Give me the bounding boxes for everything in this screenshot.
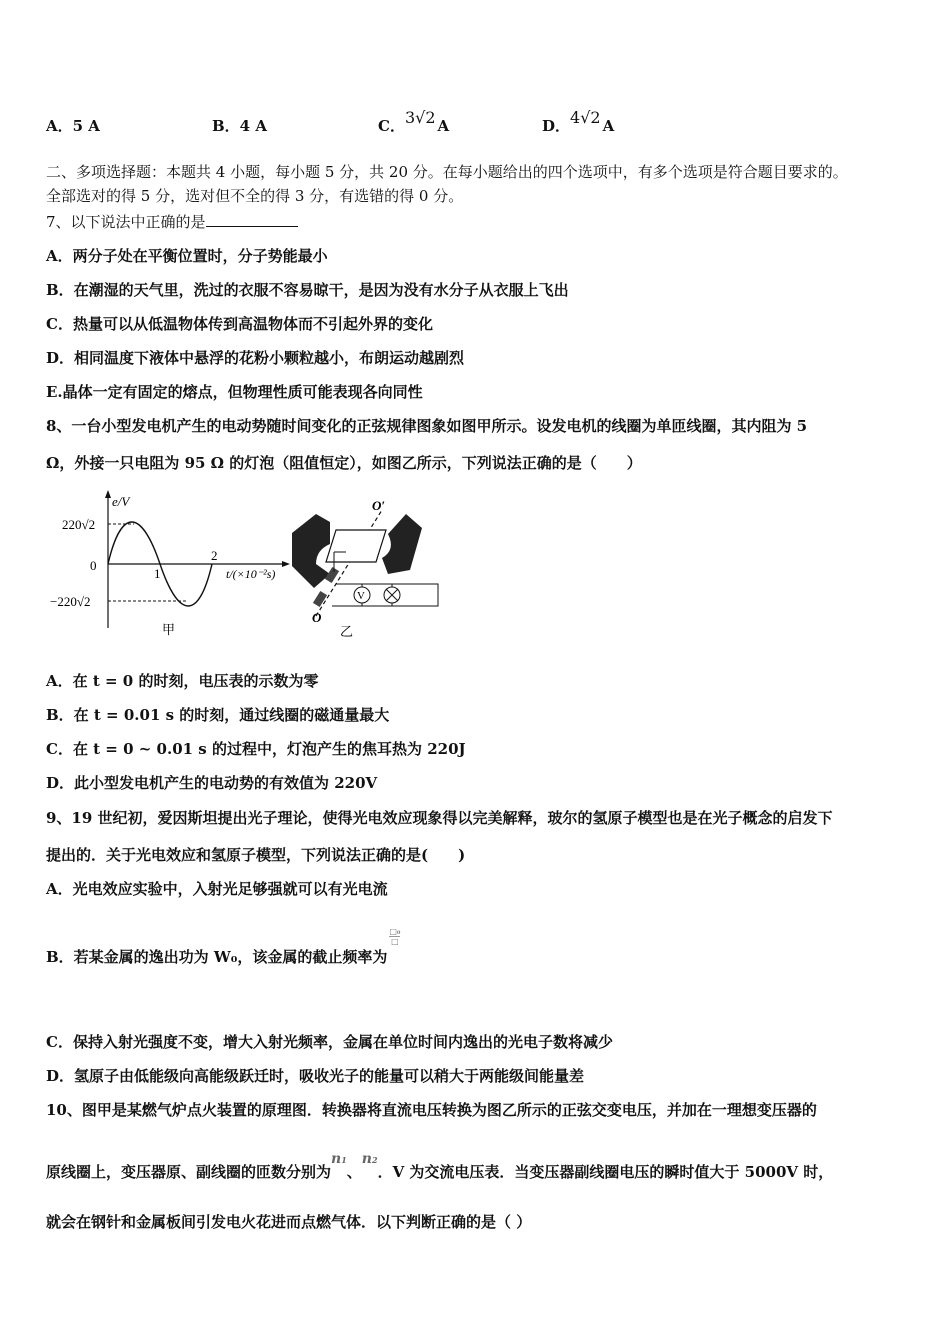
- section2-heading-line1: 二、多项选择题：本题共 4 小题，每小题 5 分，共 20 分。在每小题给出的四个选项中，有多个选项是符合题目要求的。: [46, 163, 848, 181]
- q9-option-a: A．光电效应实验中，入射光足够强就可以有光电流: [46, 880, 388, 898]
- q6-option-d: D．4√2 A: [542, 108, 615, 135]
- q6-option-a: A．5 A: [46, 117, 100, 135]
- y-min-label: −220√2: [50, 594, 91, 609]
- slip-ring-lower: [313, 591, 327, 607]
- q7-stem: 7、以下说法中正确的是: [46, 212, 298, 232]
- q9-option-d: D．氢原子由低能级向高能级跃迁时，吸收光子的能量可以稍大于两能级间能量差: [46, 1067, 585, 1085]
- tick-1-label: 1: [154, 566, 161, 581]
- q10-stem-line2: 原线圈上，变压器原、副线圈的匝数分别为n1、n2．V 为交流电压表．当变压器副线圈电压的瞬时值大于 5000V 时，: [46, 1151, 834, 1181]
- q8-option-d: D．此小型发电机产生的电动势的有效值为 220V: [46, 774, 378, 792]
- q9-stem-line1: 9、19 世纪初，爱因斯坦提出光子理论，使得光电效应现象得以完美解释，玻尔的氢原子模型也是在光子概念的启发下: [46, 809, 833, 827]
- q8-stem-line2: Ω，外接一只电阻为 95 Ω 的灯泡（阻值恒定），如图乙所示，下列说法正确的是（ ）: [46, 454, 642, 472]
- q8-figure: [46, 488, 456, 638]
- q9-stem-line2: 提出的．关于光电效应和氢原子模型，下列说法正确的是( ): [46, 846, 466, 864]
- n2-symbol: n2: [361, 1151, 378, 1167]
- x-axis-arrow: [282, 561, 290, 567]
- q10-stem-line1: 10、图甲是某燃气炉点火装置的原理图．转换器将直流电压转换为图乙所示的正弦交变电压，并加在一理想变压器的: [46, 1101, 817, 1119]
- magnet-right: [382, 514, 422, 574]
- x-axis-label: t/(×10⁻²s): [226, 567, 276, 581]
- q9-option-b: B．若某金属的逸出功为 W₀，该金属的截止频率为 $\frac{\text{□₀}}{□}$: [46, 926, 401, 966]
- q9-option-c: C．保持入射光强度不变，增大入射光频率，金属在单位时间内逸出的光电子数将减少: [46, 1033, 613, 1051]
- q8-option-a: A．在 t = 0 的时刻，电压表的示数为零: [46, 672, 319, 690]
- magnet-left: [292, 514, 330, 588]
- q7-option-c: C．热量可以从低温物体传到高温物体而不引起外界的变化: [46, 315, 433, 333]
- q7-option-d: D．相同温度下液体中悬浮的花粉小颗粒越小，布朗运动越剧烈: [46, 349, 465, 367]
- q10-stem-line3: 就会在钢针和金属板间引发电火花进而点燃气体．以下判断正确的是（ ）: [46, 1213, 532, 1231]
- y-axis-label: e/V: [112, 494, 130, 509]
- q6-option-c: C．3√2 A: [378, 108, 450, 135]
- section2-heading-line2: 全部选对的得 5 分，选对但不全的得 3 分，有选错的得 0 分。: [46, 187, 464, 205]
- label-o-prime: O′: [372, 498, 386, 513]
- answer-blank: [206, 212, 298, 227]
- caption-jia: 甲: [162, 623, 176, 638]
- n1-symbol: n1: [331, 1151, 347, 1167]
- y-axis-arrow: [105, 490, 111, 498]
- q8-option-b: B．在 t = 0.01 s 的时刻，通过线圈的磁通量最大: [46, 706, 390, 724]
- tick-2-label: 2: [211, 548, 218, 563]
- generator-diagram: [292, 498, 438, 638]
- voltmeter-label: V: [357, 590, 365, 602]
- q6-option-b: B．4 A: [212, 117, 267, 135]
- cutoff-frequency-fraction: $\frac{\text{□₀}}{□}$: [389, 926, 401, 946]
- q7-option-b: B．在潮湿的天气里，洗过的衣服不容易晾干，是因为没有水分子从衣服上飞出: [46, 281, 569, 299]
- q7-option-e: E.晶体一定有固定的熔点，但物理性质可能表现各向同性: [46, 383, 423, 401]
- q7-option-a: A．两分子处在平衡位置时，分子势能最小: [46, 247, 328, 265]
- q8-option-c: C．在 t = 0 ~ 0.01 s 的过程中，灯泡产生的焦耳热为 220J: [46, 740, 466, 758]
- y-max-label: 220√2: [62, 517, 96, 532]
- q6-c-radical: 3√2: [404, 108, 436, 127]
- sine-graph: [50, 490, 290, 638]
- q8-stem-line1: 8、一台小型发电机产生的电动势随时间变化的正弦规律图象如图甲所示。设发电机的线圈为单匝线圈，其内阻为 5: [46, 417, 808, 435]
- origin-label: 0: [90, 558, 97, 573]
- coil-frame: [326, 530, 386, 562]
- caption-yi: 乙: [340, 625, 354, 638]
- q6-d-radical: 4√2: [570, 108, 601, 127]
- label-o: O: [312, 610, 322, 625]
